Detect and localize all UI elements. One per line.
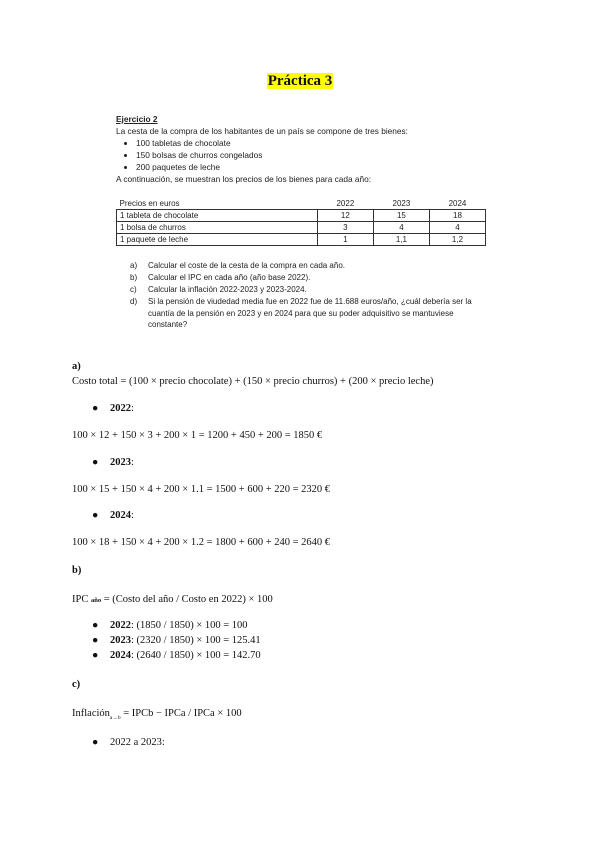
table-cell: 1 tableta de chocolate bbox=[117, 210, 318, 222]
cost-calc-2024: 100 × 18 + 150 × 4 + 200 × 1.2 = 1800 + 600 + 240 = 2640 € bbox=[72, 537, 331, 548]
goods-item: • 100 tabletas de chocolate bbox=[136, 137, 408, 149]
cost-formula: Costo total = (100 × precio chocolate) + (150 × precio churros) + (200 × precio leche) bbox=[72, 376, 434, 387]
prices-table bbox=[116, 198, 486, 246]
table-cell: 1 bolsa de churros bbox=[117, 222, 318, 234]
table-cell: 1,1 bbox=[373, 234, 429, 246]
section-b-label: b) bbox=[72, 565, 82, 576]
questions-list bbox=[130, 260, 490, 331]
prices-intro: A continuación, se muestran los precios de los bienes para cada año: bbox=[116, 174, 372, 184]
table-row bbox=[117, 210, 486, 222]
table-header-cell: 2024 bbox=[429, 198, 485, 210]
table-row bbox=[117, 234, 486, 246]
table-cell: 1 paquete de leche bbox=[117, 234, 318, 246]
year-bullet: ● 2024: bbox=[92, 510, 134, 521]
inflation-formula: Inflación$_{a\to b}$ = IPCb − IPCa / IPCa × 100 bbox=[72, 708, 242, 722]
year-bullet: ● 2022: bbox=[92, 403, 134, 414]
ipc-formula: IPC año = (Costo del año / Costo en 2022) × 100 bbox=[72, 594, 273, 605]
exercise-heading: Ejercicio 2 bbox=[116, 114, 158, 124]
table-cell: 3 bbox=[317, 222, 373, 234]
table-header-cell: 2022 bbox=[317, 198, 373, 210]
table-cell: 1,2 bbox=[429, 234, 485, 246]
table-cell: 12 bbox=[317, 210, 373, 222]
table-cell: 18 bbox=[429, 210, 485, 222]
table-row bbox=[117, 222, 486, 234]
section-a-label: a) bbox=[72, 361, 81, 372]
goods-item: • 150 bolsas de churros congelados bbox=[136, 149, 408, 161]
table-header-cell: 2023 bbox=[373, 198, 429, 210]
exercise-statement bbox=[116, 113, 408, 185]
year-bullet: ● 2023: bbox=[92, 457, 134, 468]
table-header-cell: Precios en euros bbox=[117, 198, 318, 210]
inflation-item: ● 2022 a 2023: bbox=[92, 737, 165, 748]
ipc-item: ● 2024: (2640 / 1850) × 100 = 142.70 bbox=[92, 650, 261, 661]
ipc-item: ● 2023: (2320 / 1850) × 100 = 125.41 bbox=[92, 635, 261, 646]
page-title: Práctica 3 bbox=[267, 73, 333, 89]
cost-calc-2022: 100 × 12 + 150 × 3 + 200 × 1 = 1200 + 450 + 200 = 1850 € bbox=[72, 430, 323, 441]
question-item: b) Calcular el IPC en cada año (año base 2022). bbox=[130, 273, 311, 282]
question-item: d) Si la pensión de viudedad media fue en 2022 fue de 11.688 euros/año, ¿cuál debería ser la cuantía de la pensión en 2023 y en 2024 para que su poder adquisitivo se mantuviese constante? bbox=[130, 297, 472, 329]
table-cell: 4 bbox=[429, 222, 485, 234]
goods-item: • 200 paquetes de leche bbox=[136, 161, 408, 173]
cost-calc-2023: 100 × 15 + 150 × 4 + 200 × 1.1 = 1500 + 600 + 220 = 2320 € bbox=[72, 484, 331, 495]
table-cell: 1 bbox=[317, 234, 373, 246]
table-cell: 15 bbox=[373, 210, 429, 222]
goods-list bbox=[116, 137, 408, 173]
ipc-item: ● 2022: (1850 / 1850) × 100 = 100 bbox=[92, 620, 248, 631]
question-item: a) Calcular el coste de la cesta de la compra en cada año. bbox=[130, 261, 346, 270]
section-c-label: c) bbox=[72, 679, 81, 690]
table-cell: 4 bbox=[373, 222, 429, 234]
question-item: c) Calcular la inflación 2022-2023 y 2023-2024. bbox=[130, 285, 307, 294]
exercise-intro: La cesta de la compra de los habitantes de un país se compone de tres bienes: bbox=[116, 126, 408, 136]
table-header-row bbox=[117, 198, 486, 210]
